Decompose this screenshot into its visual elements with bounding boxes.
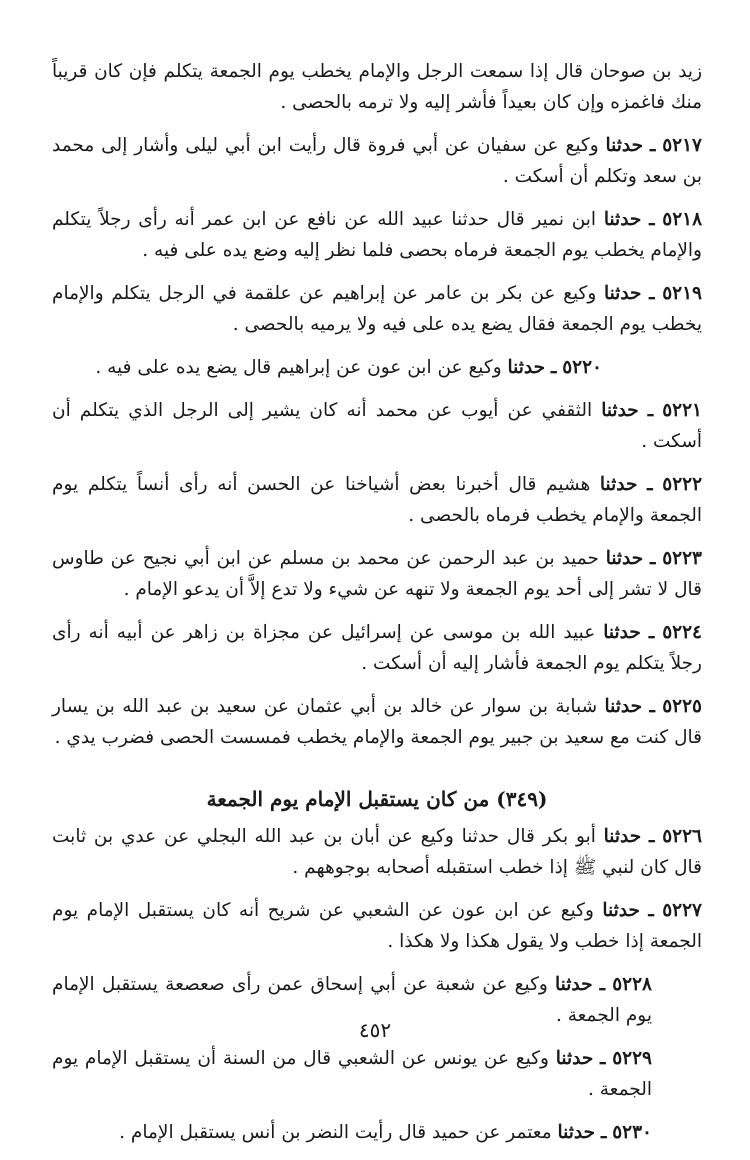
hadith-entry: ٥٢٢٨ ـ حدثنا وكيع عن شعبة عن أبي إسحاق عمن رأى صعصعة يستقبل الإمام يوم الجمعة . — [52, 974, 652, 1026]
page-content — [52, 56, 702, 1160]
hadith-number: ٥٢٢٢ — [662, 474, 703, 495]
hadith-number: ٥٢٢٠ — [562, 357, 602, 378]
hadith-number: ٥٢٢٧ — [662, 900, 702, 921]
hadith-number: ٥٢٣٠ — [612, 1122, 652, 1143]
hadith-number: ٥٢١٨ — [662, 209, 703, 230]
hadith-lead: حدثنا — [507, 357, 546, 378]
hadith-lead: حدثنا — [604, 696, 643, 717]
hadith-number: ٥٢٢١ — [662, 400, 702, 421]
hadith-entry: ٥٢٢١ ـ حدثنا الثقفي عن أيوب عن محمد أنه كان يشير إلى الرجل الذي يتكلم أن أسكت . — [52, 400, 702, 452]
page-number: ٤٥٢ — [358, 1018, 392, 1042]
hadith-text: وكيع عن سفيان عن أبي فروة قال رأيت ابن أبي ليلى وأشار إلى محمد بن سعد وتكلم أن أسكت . — [52, 135, 702, 187]
hadith-entry: ٥٢٢٩ ـ حدثنا وكيع عن يونس عن الشعبي قال من السنة أن يستقبل الإمام يوم الجمعة . — [52, 1048, 652, 1100]
hadith-entry: ٥٢٢٥ ـ حدثنا شبابة بن سوار عن خالد بن أبي عثمان عن سعيد بن عبد الله بن يسار قال كنت مع سعيد بن جبير يوم الجمعة والإمام يخطب فمسست الحصى فضرب يدي . — [52, 696, 702, 748]
hadith-text: أبو بكر قال حدثنا وكيع عن أبان بن عبد الله البجلي عن عدي بن ثابت قال كان لنبي ﷺ إذا خطب استقبله أصحابه بوجوههم . — [52, 826, 702, 878]
hadith-number: ٥٢٢٦ — [662, 826, 702, 847]
hadith-text: شبابة بن سوار عن خالد بن أبي عثمان عن سعيد بن عبد الله بن يسار قال كنت مع سعيد بن جبير يوم الجمعة والإمام يخطب فمسست الحصى فضرب يدي . — [52, 696, 702, 748]
hadith-lead: حدثنا — [555, 974, 593, 995]
hadith-number: ٥٢٢٥ — [662, 696, 702, 717]
hadith-lead: حدثنا — [603, 622, 641, 643]
hadith-lead: حدثنا — [602, 900, 640, 921]
hadith-lead: حدثنا — [603, 826, 642, 847]
section-heading: (٣٤٩) من كان يستقبل الإمام يوم الجمعة — [206, 787, 548, 811]
hadith-text: الثقفي عن أيوب عن محمد أنه كان يشير إلى الرجل الذي يتكلم أن أسكت . — [52, 400, 702, 452]
hadith-lead: حدثنا — [605, 135, 644, 156]
intro-paragraph: زيد بن صوحان قال إذا سمعت الرجل والإمام يخطب يوم الجمعة يتكلم فإن كان قريباً منك فاغمزه وإن كان بعيداً فأشر إليه ولا ترمه بالحصى . — [52, 61, 702, 113]
hadith-text: حميد بن عبد الرحمن عن محمد بن مسلم عن ابن أبي نجيح عن طاوس قال لا تشر إلى أحد يوم الجمعة ولا تنهه عن شيء ولا تدع إلاَّ أن يدعو الإمام . — [52, 548, 702, 600]
hadith-lead: حدثنا — [555, 1048, 594, 1069]
hadith-lead: حدثنا — [601, 400, 639, 421]
hadith-lead: حدثنا — [605, 548, 644, 569]
hadith-number: ٥٢٢٣ — [662, 548, 702, 569]
hadith-entry: ٥٢١٧ ـ حدثنا وكيع عن سفيان عن أبي فروة قال رأيت ابن أبي ليلى وأشار إلى محمد بن سعد وتكلم أن أسكت . — [52, 135, 702, 187]
hadith-entry: ٥٢٢٢ ـ حدثنا هشيم قال أخبرنا بعض أشياخنا عن الحسن أنه رأى أنساً يتكلم يوم الجمعة والإمام يخطب فرماه بالحصى . — [52, 474, 703, 526]
hadith-number: ٥٢٢٤ — [662, 622, 702, 643]
hadith-entry: ٥٢٣٠ ـ حدثنا معتمر عن حميد قال رأيت النضر بن أنس يستقبل الإمام . — [119, 1122, 652, 1143]
hadith-entry: ٥٢٢٧ ـ حدثنا وكيع عن ابن عون عن الشعبي عن شريح أنه كان يستقبل الإمام يوم الجمعة إذا خطب ولا يقول هكذا ولا هكذا . — [52, 900, 702, 952]
hadith-number: ٥٢٢٨ — [612, 974, 652, 995]
hadith-entry: ٥٢٢٦ ـ حدثنا أبو بكر قال حدثنا وكيع عن أبان بن عبد الله البجلي عن عدي بن ثابت قال كان لنبي ﷺ إذا خطب استقبله أصحابه بوجوههم . — [52, 826, 702, 878]
hadith-entry: ٥٢٢٠ ـ حدثنا وكيع عن ابن عون عن إبراهيم قال يضع يده على فيه . — [95, 357, 602, 378]
hadith-text: وكيع عن ابن عون عن الشعبي عن شريح أنه كان يستقبل الإمام يوم الجمعة إذا خطب ولا يقول هكذا ولا هكذا . — [52, 900, 702, 952]
hadith-text: ابن نمير قال حدثنا عبيد الله عن نافع عن ابن عمر أنه رأى رجلاً يتكلم والإمام يخطب يوم الجمعة فرماه بحصى فلما نظر إليه وضع يده على فيه . — [52, 209, 702, 261]
hadith-text: هشيم قال أخبرنا بعض أشياخنا عن الحسن أنه رأى أنساً يتكلم يوم الجمعة والإمام يخطب فرماه بالحصى . — [52, 474, 702, 526]
hadith-number: ٥٢١٧ — [662, 135, 702, 156]
hadith-number: ٥٢١٩ — [662, 283, 702, 304]
hadith-text: وكيع عن ابن عون عن إبراهيم قال يضع يده على فيه . — [95, 357, 502, 378]
hadith-lead: حدثنا — [557, 1122, 596, 1143]
hadith-entry: ٥٢١٩ ـ حدثنا وكيع عن بكر بن عامر عن إبراهيم عن علقمة في الرجل يتكلم والإمام يخطب يوم الجمعة فقال يضع يده على فيه ولا يرميه بالحصى . — [52, 283, 702, 335]
hadith-number: ٥٢٢٩ — [612, 1048, 652, 1069]
hadith-text: وكيع عن بكر بن عامر عن إبراهيم عن علقمة في الرجل يتكلم والإمام يخطب يوم الجمعة فقال يضع يده على فيه ولا يرميه بالحصى . — [52, 283, 702, 335]
hadith-entry: ٥٢١٨ ـ حدثنا ابن نمير قال حدثنا عبيد الله عن نافع عن ابن عمر أنه رأى رجلاً يتكلم والإمام يخطب يوم الجمعة فرماه بحصى فلما نظر إليه وضع يده على فيه . — [52, 209, 703, 261]
hadith-lead: حدثنا — [603, 283, 642, 304]
hadith-text: معتمر عن حميد قال رأيت النضر بن أنس يستقبل الإمام . — [119, 1122, 552, 1143]
hadith-text: وكيع عن يونس عن الشعبي قال من السنة أن يستقبل الإمام يوم الجمعة . — [52, 1048, 652, 1100]
hadith-text: عبيد الله بن موسى عن إسرائيل عن مجزاة بن زاهر عن أبيه أنه رأى رجلاً يتكلم يوم الجمعة فأشار إليه أن أسكت . — [52, 622, 702, 674]
hadith-entry: ٥٢٢٤ ـ حدثنا عبيد الله بن موسى عن إسرائيل عن مجزاة بن زاهر عن أبيه أنه رأى رجلاً يتكلم يوم الجمعة فأشار إليه أن أسكت . — [52, 622, 702, 674]
hadith-lead: حدثنا — [599, 474, 638, 495]
hadith-lead: حدثنا — [603, 209, 642, 230]
hadith-entry: ٥٢٢٣ ـ حدثنا حميد بن عبد الرحمن عن محمد بن مسلم عن ابن أبي نجيح عن طاوس قال لا تشر إلى أحد يوم الجمعة ولا تنهه عن شيء ولا تدع إلاَّ أن يدعو الإمام . — [52, 548, 702, 600]
hadith-text: وكيع عن شعبة عن أبي إسحاق عمن رأى صعصعة يستقبل الإمام يوم الجمعة . — [52, 974, 652, 1026]
